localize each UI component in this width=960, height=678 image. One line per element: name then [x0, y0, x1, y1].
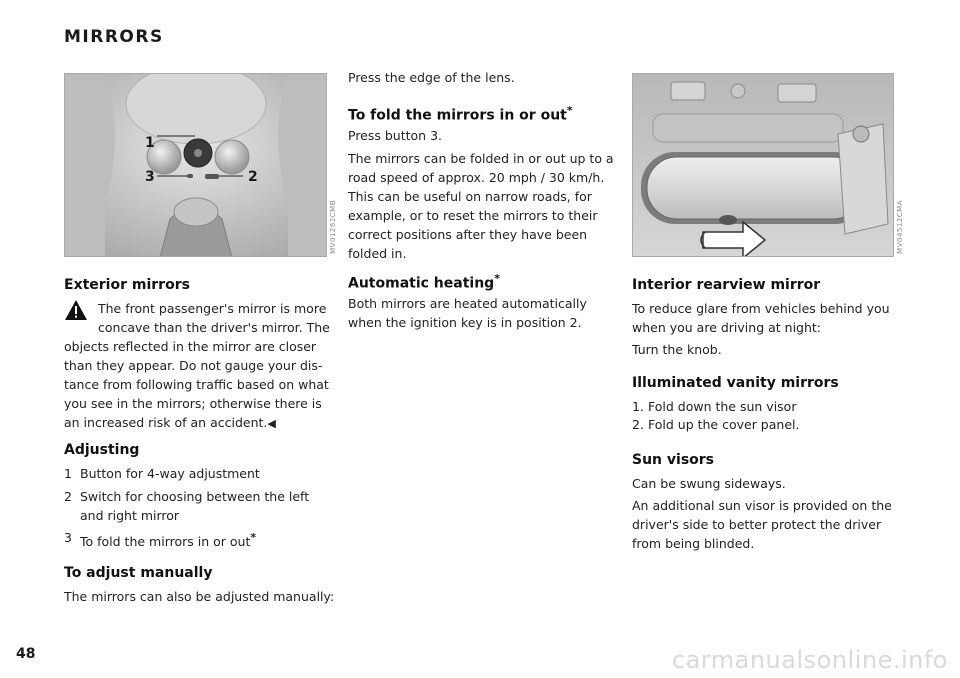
mirror-control-figure	[64, 73, 327, 257]
page-number: 48	[16, 646, 36, 662]
automatic-heating-heading-text: Automatic heating	[348, 275, 495, 292]
fold-mirrors-line1: Press button 3.	[348, 128, 443, 143]
list-number: 1.	[632, 399, 644, 414]
adjust-manually-heading: To adjust manually	[64, 565, 213, 581]
automatic-heating-text: Both mirrors are heated automatically when the ignition key is in position 2.	[348, 296, 587, 330]
callout-3: 3	[145, 169, 155, 185]
adjust-manually-continued: Press the edge of the lens.	[348, 70, 515, 85]
list-item	[64, 487, 334, 525]
list-number: 2.	[632, 417, 644, 432]
interior-mirror-heading: Interior rearview mirror	[632, 277, 821, 293]
list-item	[64, 528, 334, 551]
exterior-mirrors-heading: Exterior mirrors	[64, 277, 190, 293]
list-item	[632, 415, 894, 434]
page-title: MIRRORS	[64, 27, 164, 47]
list-number: 2	[64, 489, 72, 504]
list-text: To fold the mirrors in or out	[80, 534, 251, 550]
figure-code: MV04512CMA	[896, 200, 904, 254]
footnote-star: *	[250, 531, 257, 544]
sun-visors-text2: An additional sun visor is provided on the driver's side to better protect the driver from being blinded.	[632, 498, 892, 551]
list-number: 3	[64, 530, 72, 545]
fold-mirrors-heading	[348, 104, 573, 124]
warning-block	[64, 299, 334, 429]
list-text: Fold down the sun visor	[648, 399, 797, 414]
warning-text: The front passenger's mirror is more concave than the driver's mirror. The objects reflected in the mirror are closer than they appear. Do not gauge your dis-tance from following traffic based on what you see in the mirrors; otherwise there is an increased risk of an accident.	[64, 301, 330, 430]
list-text: Button for 4-way adjustment	[80, 466, 260, 481]
mirror-control-illustration	[65, 74, 327, 257]
figure-code: MV01262CMB	[329, 200, 337, 254]
list-text: Fold up the cover panel.	[648, 417, 800, 432]
callout-1: 1	[145, 135, 155, 151]
vanity-mirrors-heading: Illuminated vanity mirrors	[632, 375, 839, 391]
interior-mirror-text: To reduce glare from vehicles behind you when you are driving at night:	[632, 301, 890, 335]
sun-visors-heading: Sun visors	[632, 452, 715, 468]
fold-mirrors-line2: The mirrors can be folded in or out up to a road speed of approx. 20 mph / 30 km/h. This can be useful on narrow roads, for example, or to reset the mirrors to their correct positions after they have been folded in.	[348, 151, 614, 261]
watermark: carmanualsonline.info	[671, 646, 948, 674]
automatic-heating-heading	[348, 272, 500, 292]
interior-mirror-figure	[632, 73, 894, 257]
footnote-star: *	[494, 272, 500, 285]
adjust-manually-text: The mirrors can also be adjusted manually:	[64, 589, 335, 604]
list-item	[64, 464, 334, 483]
sun-visors-text: Can be swung sideways.	[632, 476, 786, 491]
fold-mirrors-heading-text: To fold the mirrors in or out	[348, 107, 567, 124]
end-mark-icon: ◀	[267, 417, 276, 430]
callout-2: 2	[248, 169, 258, 185]
list-text: Switch for choosing between the left and right mirror	[80, 489, 310, 523]
list-number: 1	[64, 466, 72, 481]
footnote-star: *	[566, 104, 573, 117]
interior-mirror-illustration	[633, 74, 894, 257]
list-item	[632, 397, 894, 416]
adjusting-heading: Adjusting	[64, 442, 140, 458]
interior-mirror-text2: Turn the knob.	[632, 342, 722, 357]
